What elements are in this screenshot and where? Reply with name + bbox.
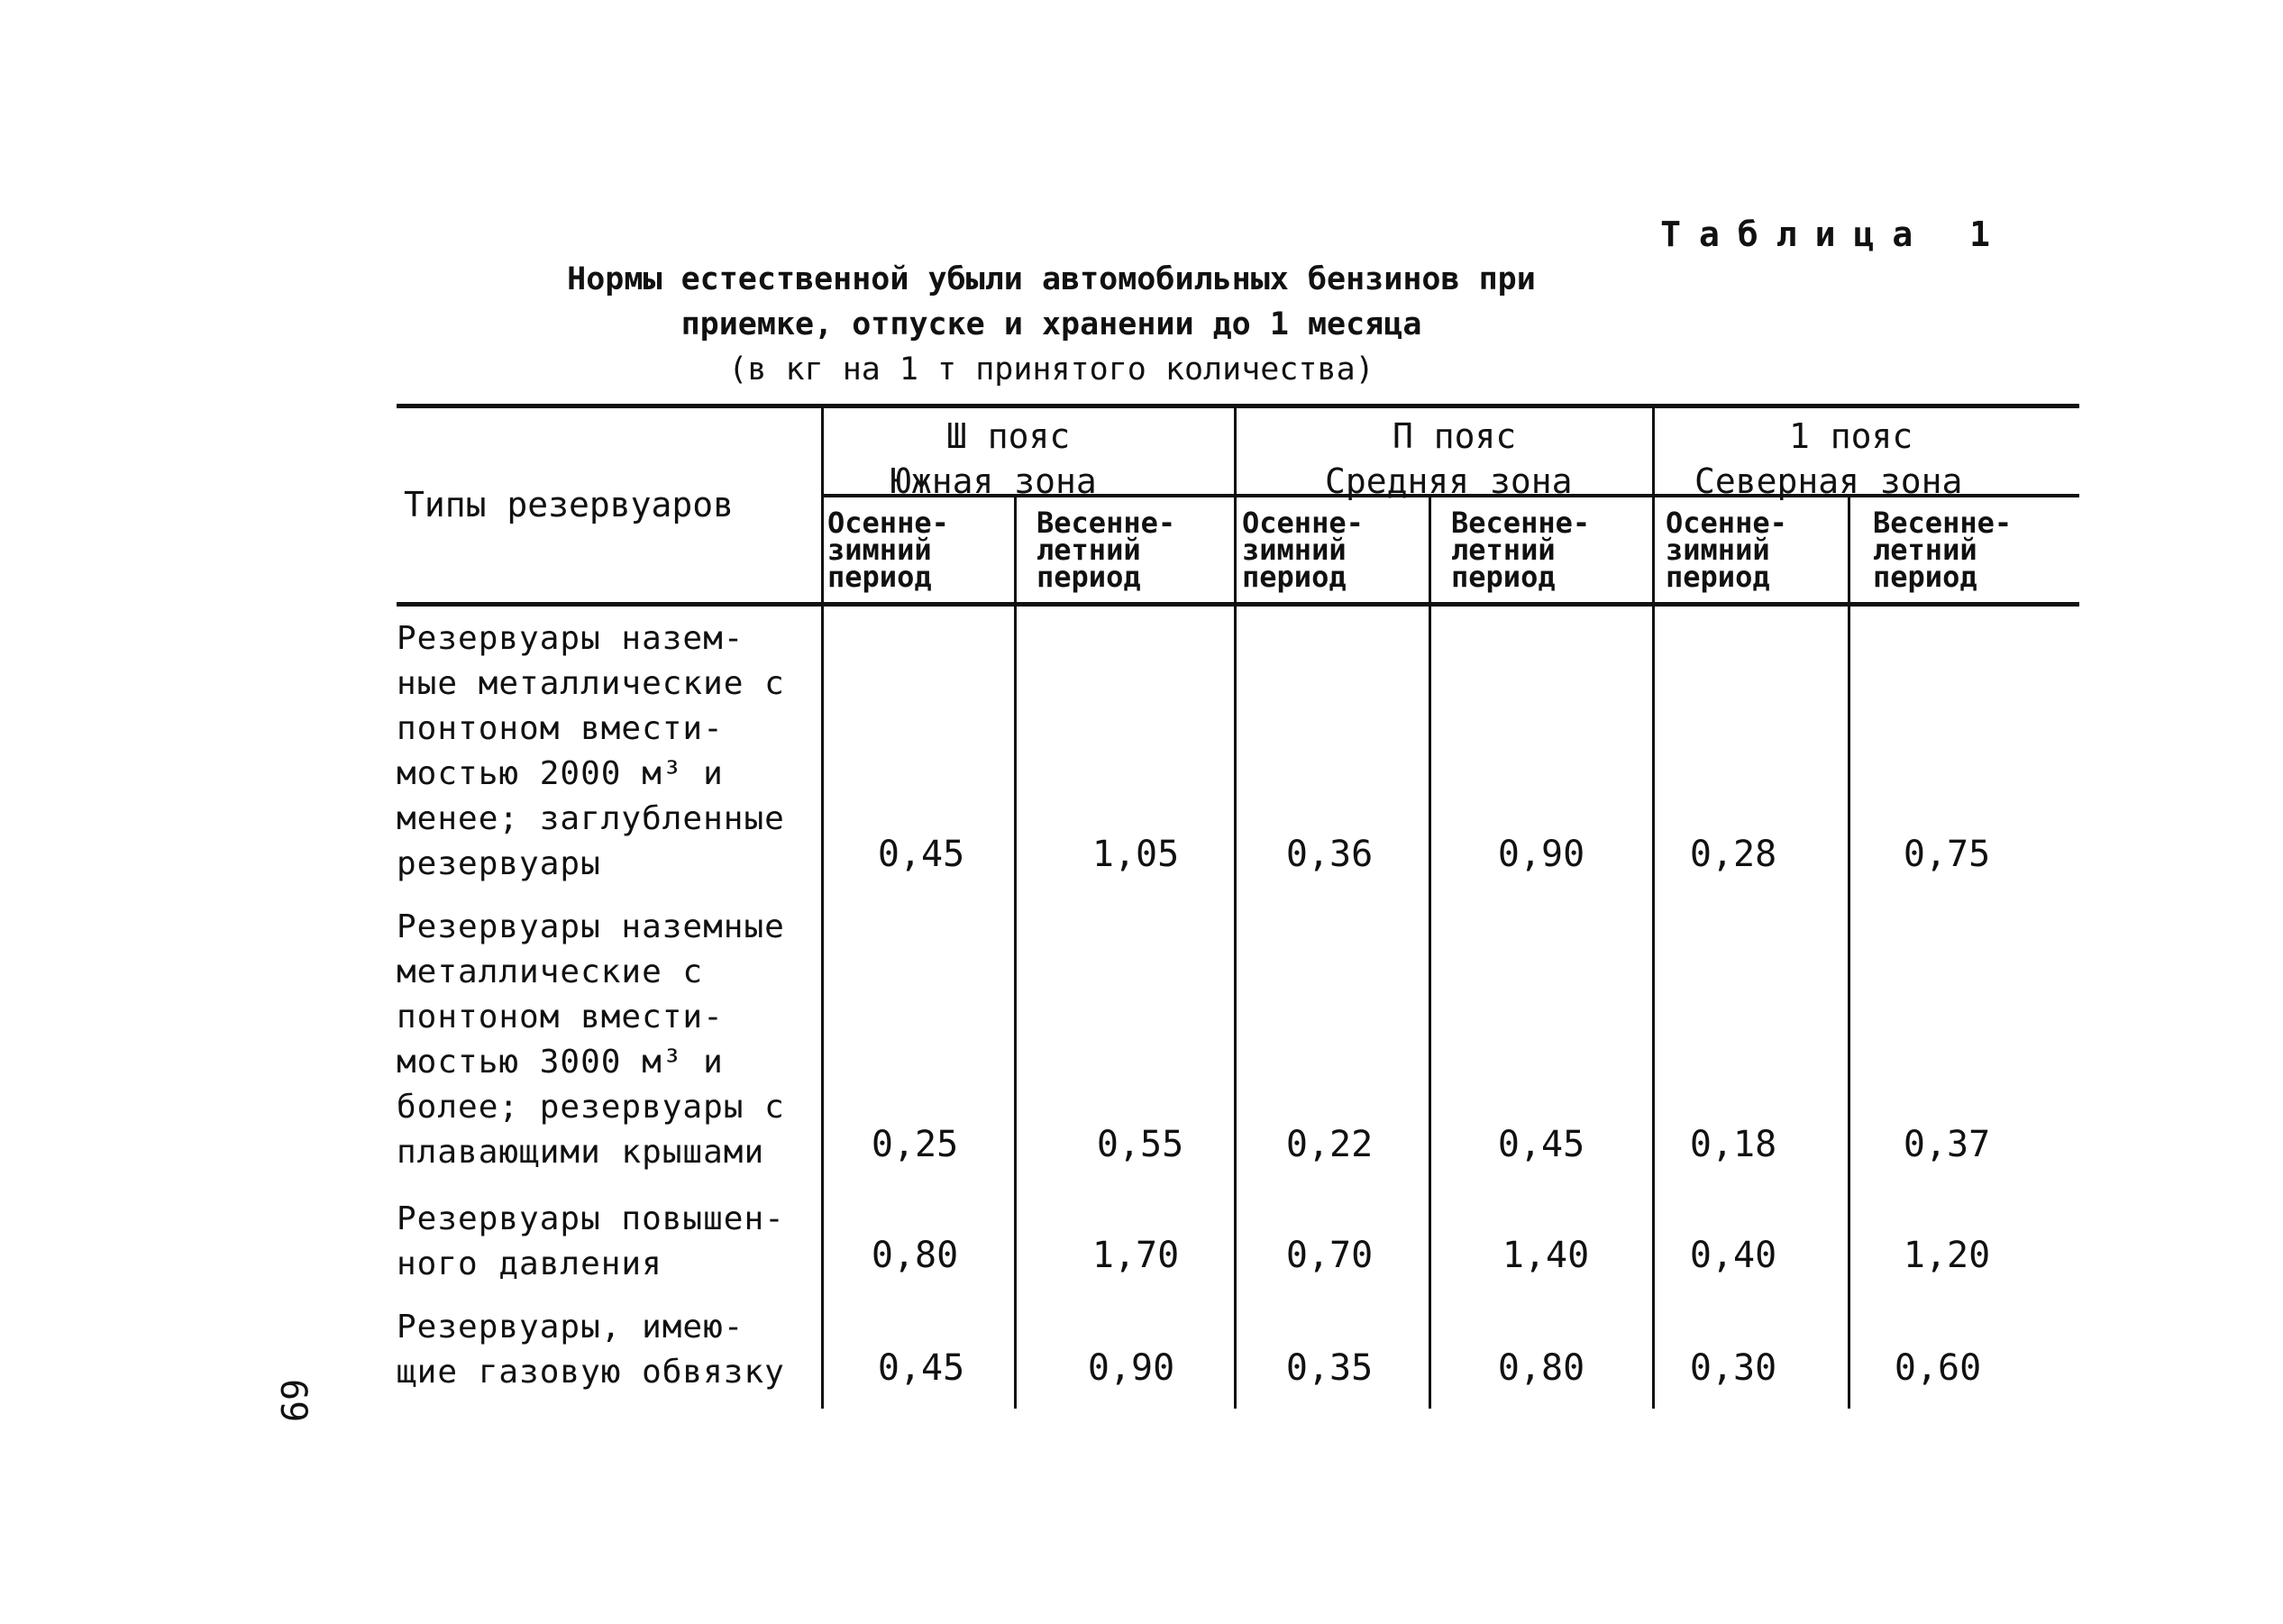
value-cell: 0,30: [1689, 1347, 1777, 1389]
value-cell: 0,18: [1689, 1124, 1777, 1165]
value-cell: 0,37: [1903, 1124, 1991, 1165]
value-cell: 0,90: [1087, 1347, 1175, 1389]
value-cell: 0,55: [1096, 1124, 1184, 1165]
value-cell: 0,90: [1497, 834, 1585, 875]
period-header: Весенне- летний период: [1873, 506, 2013, 594]
value-cell: 1,70: [1091, 1235, 1180, 1276]
value-cell: 0,25: [871, 1124, 959, 1165]
column-rule: [1014, 494, 1017, 1409]
table-title-line-3: (в кг на 1 т принятого количества): [728, 351, 1374, 388]
zone-header: Южная зона: [890, 461, 1097, 501]
period-header: Весенне- летний период: [1451, 506, 1591, 594]
table-title-line-1: Нормы естественной убыли автомобильных бензинов при: [567, 261, 1536, 297]
row-label: Резервуары наземные металлические с понтоном вмести- мостью 3000 м³ и более; резервуары с плавающими крышами: [397, 908, 785, 1171]
value-cell: 0,75: [1903, 834, 1991, 875]
value-cell: 1,05: [1091, 834, 1180, 875]
row-label: Резервуары назем- ные металлические с понтоном вмести- мостью 2000 м³ и менее; заглубленные резервуары: [397, 620, 785, 882]
column-rule: [1429, 494, 1431, 1409]
value-cell: 0,28: [1689, 834, 1777, 875]
value-cell: 0,45: [877, 1347, 965, 1389]
page-number: 69: [272, 1379, 314, 1423]
row-label: Резервуары, имею- щие газовую обвязку: [397, 1309, 785, 1391]
column-rule: [821, 408, 824, 1409]
value-cell: 0,35: [1285, 1347, 1374, 1389]
value-cell: 0,40: [1689, 1235, 1777, 1276]
period-header: Осенне- зимний период: [827, 506, 949, 594]
period-header: Весенне- летний период: [1036, 506, 1176, 594]
table-title-line-2: приемке, отпуске и хранении до 1 месяца: [680, 306, 1422, 342]
zone-header: Средняя зона: [1325, 461, 1573, 501]
table-top-rule: [397, 404, 2079, 408]
value-cell: 0,22: [1285, 1124, 1374, 1165]
row-label-header: Типы резервуаров: [404, 485, 735, 525]
belt-header: 1 пояс: [1789, 416, 1913, 456]
row-label: Резервуары повышен- ного давления: [397, 1200, 785, 1282]
table-label: Таблица 1: [1660, 214, 2008, 254]
column-rule: [1848, 494, 1850, 1409]
value-cell: 1,20: [1903, 1235, 1991, 1276]
zone-header: Северная зона: [1694, 461, 1963, 501]
value-cell: 0,36: [1285, 834, 1374, 875]
value-cell: 0,60: [1894, 1347, 1982, 1389]
period-header: Осенне- зимний период: [1666, 506, 1787, 594]
header-bottom-rule: [397, 602, 2079, 607]
period-header: Осенне- зимний период: [1242, 506, 1364, 594]
value-cell: 0,80: [1497, 1347, 1585, 1389]
value-cell: 1,40: [1502, 1235, 1590, 1276]
column-rule: [1234, 408, 1237, 1409]
belt-header: Ш пояс: [946, 416, 1071, 456]
value-cell: 0,45: [1497, 1124, 1585, 1165]
belt-header: П пояс: [1393, 416, 1517, 456]
value-cell: 0,45: [877, 834, 965, 875]
value-cell: 0,80: [871, 1235, 959, 1276]
value-cell: 0,70: [1285, 1235, 1374, 1276]
